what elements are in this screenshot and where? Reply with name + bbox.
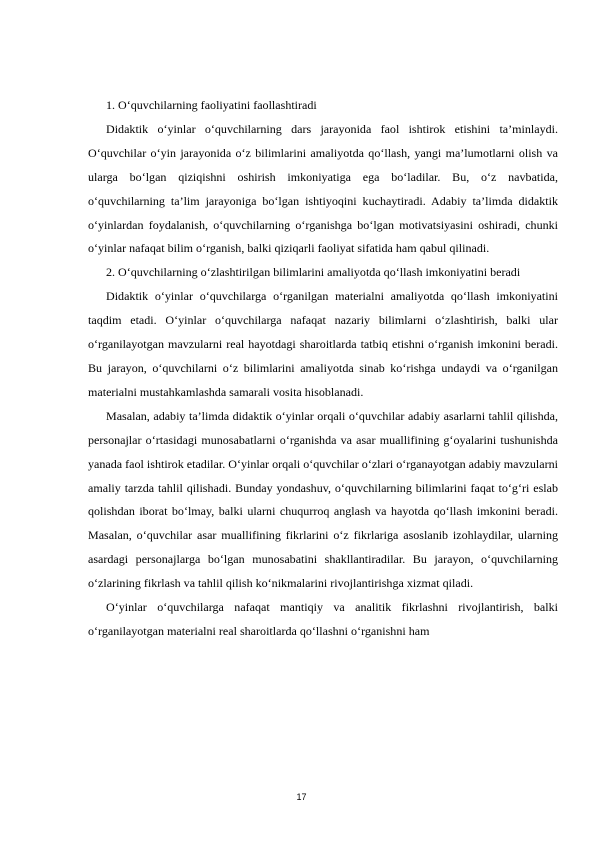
heading-item-1: 1. O‘quvchilarning faoliyatini faollashtiradi (106, 98, 317, 112)
heading-item-2: 2. O‘quvchilarning o‘zlashtirilgan bilimlarini amaliyotda qo‘llash imkoniyatini beradi (106, 265, 521, 280)
document-body (88, 94, 558, 644)
page-number: 17 (296, 792, 307, 802)
body-paragraph: O‘yinlar o‘quvchilarga nafaqat mantiqiy va analitik fikrlashni rivojlantirish, balki o‘rganilayotgan materialni real sharoitlarda qo‘llashni o‘rganishni ham (88, 600, 558, 638)
body-paragraph: Didaktik o‘yinlar o‘quvchilarga o‘rganilgan materialni amaliyotda qo‘llash imkoniyatini taqdim etadi. O‘yinlar o‘quvchilarga nafaqat nazariy bilimlarni o‘zlashtirish, balki ular o‘rganilayotgan mavzularni real hayotdagi sharoitlarda tatbiq etishni o‘rganish imkonini beradi. Bu jarayon, o‘quvchilarni o‘z bilimlarini amaliyotda sinab ko‘rishga undaydi va o‘rganilgan materialni mustahkamlashda samarali vosita hisoblanadi. (88, 289, 558, 399)
body-paragraph: Masalan, adabiy ta’limda didaktik o‘yinlar orqali o‘quvchilar adabiy asarlarni tahlil qilishda, personajlar o‘rtasidagi munosabatlarni o‘rganishda va asar muallifining g‘oyalarini tushunishda yanada faol ishtirok etadilar. O‘yinlar orqali o‘quvchilar o‘zlari o‘rganayotgan adabiy mavzularni amaliy tarzda tahlil qilishadi. Bunday yondashuv, o‘quvchilarning bilimlarini faqat to‘g‘ri eslab qolishdan iborat bo‘lmay, balki ularni chuqurroq anglash va hayotda qo‘llash imkonini beradi. Masalan, o‘quvchilar asar muallifining fikrlarini o‘z fikrlariga asoslanib izohlaydilar, ularning asardagi personajlarga bo‘lgan munosabatini shakllantiradilar. Bu jarayon, o‘quvchilarning o‘zlarining fikrlash va tahlil qilish ko‘nikmalarini rivojlantirishga xizmat qiladi. (88, 408, 558, 591)
body-paragraph: Didaktik o‘yinlar o‘quvchilarning dars jarayonida faol ishtirok etishini ta’minlaydi. O‘quvchilar o‘yin jarayonida o‘z bilimlarini amaliyotda qo‘llash, yangi ma’lumotlarni olish va ularga bo‘lgan qiziqishni oshirish imkoniyatiga ega bo‘ladilar. Bu, o‘z navbatida, o‘quvchilarning ta’lim jarayoniga bo‘lgan ishtiyoqini kuchaytiradi. Adabiy ta’limda didaktik o‘yinlardan foydalanish, o‘quvchilarning o‘rganishga bo‘lgan motivatsiyasini oshiradi, chunki o‘yinlar nafaqat bilim o‘rganish, balki qiziqarli faoliyat sifatida ham qabul qilinadi. (88, 121, 558, 256)
